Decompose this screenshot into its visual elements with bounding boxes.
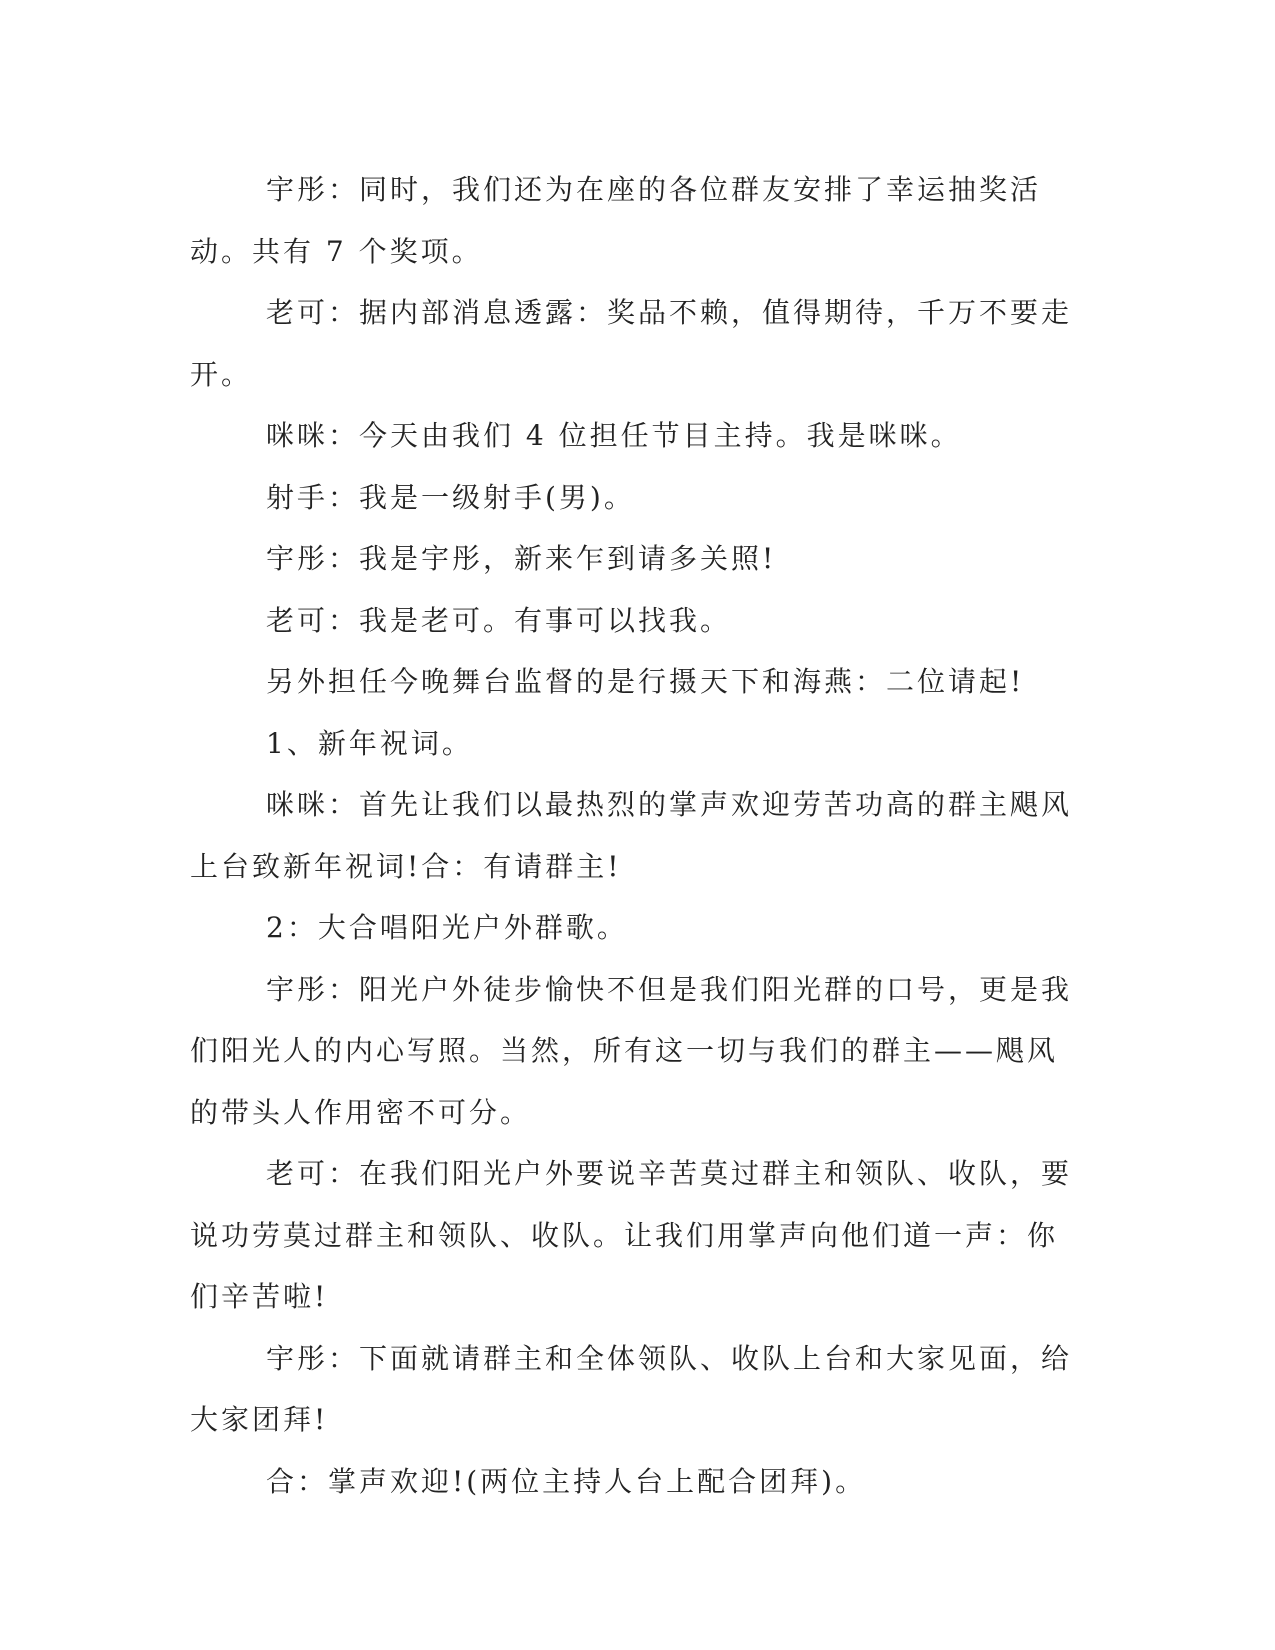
paragraph-host-intro-sheshou: 射手：我是一级射手(男)。 <box>266 480 635 514</box>
paragraph-host-intro-yutong: 宇彤：我是宇彤，新来乍到请多关照! <box>266 542 777 575</box>
paragraph-thanks-leaders: 老可：在我们阳光户外要说辛苦莫过群主和领队、收队，要说功劳莫过群主和领队、收队。让我们用掌声向他们道一声：你们辛苦啦! <box>190 1157 1073 1313</box>
paragraph-group-slogan: 宇彤：阳光户外徒步愉快不但是我们阳光群的口号，更是我们阳光人的内心写照。当然，所有这一切与我们的群主——飓风的带头人作用密不可分。 <box>190 972 1073 1129</box>
paragraph-prizes: 老可：据内部消息透露：奖品不赖，值得期待，千万不要走开。 <box>190 296 1073 391</box>
paragraph-item-1-title: 1、新年祝词。 <box>266 726 473 760</box>
document-body <box>190 159 1085 1512</box>
paragraph-item-2-title: 2：大合唱阳光户外群歌。 <box>266 911 628 944</box>
paragraph-new-year-speech: 咪咪：首先让我们以最热烈的掌声欢迎劳苦功高的群主飓风上台致新年祝词!合：有请群主! <box>190 788 1073 883</box>
paragraph-lucky-draw: 宇彤：同时，我们还为在座的各位群友安排了幸运抽奖活动。共有 7 个奖项。 <box>190 173 1042 268</box>
paragraph-invite-leaders: 宇彤：下面就请群主和全体领队、收队上台和大家见面，给大家团拜! <box>190 1341 1073 1436</box>
paragraph-stage-supervisors: 另外担任今晚舞台监督的是行摄天下和海燕：二位请起! <box>266 665 1025 698</box>
paragraph-applause: 合：掌声欢迎!(两位主持人台上配合团拜)。 <box>266 1464 867 1498</box>
paragraph-host-intro-laoke: 老可：我是老可。有事可以找我。 <box>266 603 732 637</box>
paragraph-host-intro-mimi: 咪咪：今天由我们 4 位担任节目主持。我是咪咪。 <box>266 419 962 452</box>
